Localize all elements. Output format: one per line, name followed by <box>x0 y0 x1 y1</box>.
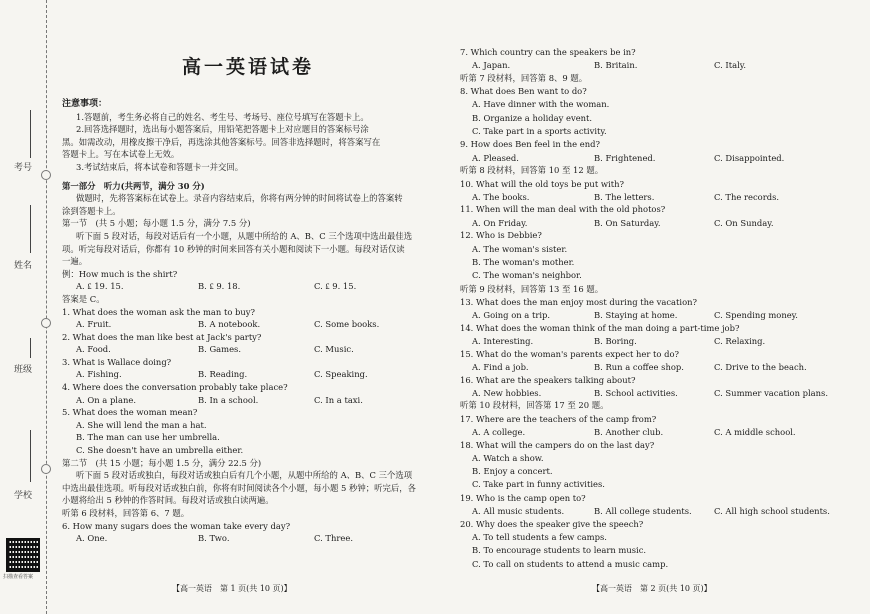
question-1 <box>62 306 432 331</box>
question-options <box>62 394 432 407</box>
option-c[interactable]: C. Three. <box>314 533 353 544</box>
question-text: 18. What will the campers do on the last day? <box>460 439 655 450</box>
question-19 <box>460 492 860 518</box>
material-instruction: 听第 9 段材料，回答第 13 至 16 题。 <box>460 283 604 294</box>
margin-write-line <box>30 430 31 482</box>
option-c[interactable]: C. Disappointed. <box>714 152 785 163</box>
question-text: 17. Where are the teachers of the camp from? <box>460 413 657 424</box>
option-c[interactable]: C. She doesn't have an umbrella either. <box>76 445 244 456</box>
section2-intro-line: 小题将给出 5 秒钟的作答时间。每段对话或独白读两遍。 <box>62 495 274 506</box>
option-a[interactable]: A. To tell students a few camps. <box>472 531 607 542</box>
question-11 <box>460 203 860 229</box>
margin-label-class: 班级 <box>14 365 33 375</box>
option-b[interactable]: B. School activities. <box>594 387 678 398</box>
question-text: 19. Who is the camp open to? <box>460 492 586 503</box>
question-text: 1. What does the woman ask the man to buy? <box>62 306 256 317</box>
option-a[interactable]: A. The books. <box>472 191 530 202</box>
option-a[interactable]: A. Fishing. <box>76 369 122 380</box>
option-b[interactable]: B. All college students. <box>594 506 692 517</box>
qr-caption: 扫描查看答案 <box>3 574 34 580</box>
question-options <box>460 191 860 204</box>
option-b[interactable]: B. Games. <box>198 344 242 355</box>
question-8 <box>460 85 860 138</box>
question-options <box>62 343 432 356</box>
question-options <box>460 505 860 518</box>
notice-line: 黑。如需改动，用橡皮擦干净后，再选涂其他答案标号。回答非选择题时，将答案写在 <box>62 136 381 147</box>
option-c[interactable]: C. The woman's neighbor. <box>472 270 582 281</box>
option-a[interactable]: A. Interesting. <box>472 336 534 347</box>
question-2 <box>62 331 432 356</box>
question-16 <box>460 374 860 400</box>
question-options <box>460 335 860 348</box>
example-question: 例：How much is the shirt? <box>62 268 178 279</box>
option-c[interactable]: C. Music. <box>314 344 354 355</box>
option-a: A. ₤ 19. 15. <box>76 281 124 292</box>
question-text: 12. Who is Debbie? <box>460 230 542 241</box>
margin-label-name: 姓名 <box>14 261 33 271</box>
section2-intro-line: 中选出最佳选项。听每段对话或独白前，你将有时间阅读各个小题，每小题 5 秒钟；听完后，各 <box>62 482 417 493</box>
question-options <box>460 59 860 72</box>
option-a[interactable]: A. The woman's sister. <box>472 243 568 254</box>
question-9 <box>460 138 860 164</box>
option-a[interactable]: A. She will lend the man a hat. <box>76 419 207 430</box>
right-column <box>460 46 860 571</box>
option-c[interactable]: C. All high school students. <box>714 506 830 517</box>
margin-label-exam-number: 考号 <box>14 163 33 173</box>
question-6 <box>62 520 432 545</box>
option-b[interactable]: B. The woman's mother. <box>472 256 575 267</box>
left-column <box>62 98 432 545</box>
option-b[interactable]: B. Two. <box>198 533 230 544</box>
option-b[interactable]: B. Frightened. <box>594 152 656 163</box>
material-instruction: 听第 8 段材料，回答第 10 至 12 题。 <box>460 165 604 176</box>
option-c[interactable]: C. Take part in funny activities. <box>472 479 605 490</box>
notice-heading: 注意事项： <box>62 99 108 109</box>
option-b[interactable]: B. The man can use her umbrella. <box>76 432 220 443</box>
option-c[interactable]: C. In a taxi. <box>314 394 363 405</box>
option-c[interactable]: C. To call on students to attend a music camp. <box>472 558 669 569</box>
material-instruction: 听第 6 段材料，回答第 6、7 题。 <box>62 508 190 518</box>
option-a[interactable]: A. Pleased. <box>472 152 519 163</box>
question-20 <box>460 518 860 571</box>
question-12 <box>460 229 860 282</box>
option-c[interactable]: C. Relaxing. <box>714 336 766 347</box>
question-5 <box>62 406 432 456</box>
page-footer-left: 【高一英语 第 1 页(共 10 页)】 <box>172 584 292 593</box>
option-b[interactable]: B. Boring. <box>594 336 637 347</box>
option-c[interactable]: C. Italy. <box>714 60 747 71</box>
option-a[interactable]: A. Going on a trip. <box>472 310 551 321</box>
option-b: B. ₤ 9. 18. <box>198 281 241 292</box>
binding-hole <box>41 170 51 180</box>
option-b[interactable]: B. Another club. <box>594 426 664 437</box>
exam-title: 高一英语试卷 <box>182 56 315 78</box>
question-options <box>460 152 860 165</box>
option-a[interactable]: A. Find a job. <box>472 361 529 372</box>
question-options <box>62 532 432 545</box>
question-text: 5. What does the woman mean? <box>62 407 198 418</box>
qr-code[interactable] <box>6 538 40 572</box>
option-b[interactable]: B. In a school. <box>198 394 259 405</box>
part1-intro-line: 做题时，先将答案标在试卷上。录音内容结束后，你将有两分钟的时间将试卷上的答案转 <box>76 193 403 204</box>
option-a[interactable]: A. All music students. <box>472 506 565 517</box>
notice-line: 1.答题前，考生务必将自己的姓名、考生号、考场号、座位号填写在答题卡上。 <box>76 111 369 122</box>
question-text: 6. How many sugars does the woman take every day? <box>62 520 291 531</box>
margin-write-line <box>30 338 31 358</box>
option-c[interactable]: C. Take part in a sports activity. <box>472 126 607 137</box>
option-a[interactable]: A. Watch a show. <box>472 452 544 463</box>
question-3 <box>62 356 432 381</box>
question-text: 3. What is Wallace doing? <box>62 356 172 367</box>
example-options <box>62 280 432 293</box>
option-c: C. ₤ 9. 15. <box>314 281 357 292</box>
section2-heading: 第二节 (共 15 小题；每小题 1.5 分，满分 22.5 分) <box>62 457 262 468</box>
binding-margin <box>0 0 58 614</box>
binding-hole <box>41 464 51 474</box>
option-b[interactable]: B. To encourage students to learn music. <box>472 545 647 556</box>
binding-dashed-line <box>46 0 47 614</box>
option-b[interactable]: B. Reading. <box>198 369 248 380</box>
page-footer-right: 【高一英语 第 2 页(共 10 页)】 <box>592 584 712 593</box>
question-text: 13. What does the man enjoy most during the vacation? <box>460 296 697 307</box>
question-text: 4. Where does the conversation probably take place? <box>62 382 288 393</box>
question-text: 14. What does the woman think of the man doing a part-time job? <box>460 322 740 333</box>
option-c[interactable]: C. A middle school. <box>714 426 796 437</box>
option-b[interactable]: B. Run a coffee shop. <box>594 361 684 372</box>
question-7 <box>460 46 860 72</box>
part1-intro-line: 涂到答题卡上。 <box>62 205 121 216</box>
question-options <box>460 309 860 322</box>
example-answer: 答案是 C。 <box>62 293 105 304</box>
question-text: 7. Which country can the speakers be in? <box>460 47 636 57</box>
question-text: 20. Why does the speaker give the speech? <box>460 518 644 529</box>
question-13 <box>460 296 860 322</box>
part1-heading: 第一部分 听力(共两节，满分 30 分) <box>62 180 205 191</box>
option-b[interactable]: B. Britain. <box>594 60 638 71</box>
option-a[interactable]: A. New hobbies. <box>472 387 542 398</box>
question-options <box>460 217 860 230</box>
question-18 <box>460 439 860 492</box>
question-text: 2. What does the man like best at Jack's party? <box>62 331 262 342</box>
option-c[interactable]: C. Spending money. <box>714 310 798 321</box>
option-a[interactable]: A. Have dinner with the woman. <box>472 99 610 110</box>
option-c[interactable]: C. Drive to the beach. <box>714 361 807 372</box>
question-text: 11. When will the man deal with the old photos? <box>460 204 666 215</box>
margin-label-school: 学校 <box>14 491 33 501</box>
section1-intro-line: 听下面 5 段对话，每段对话后有一个小题，从题中所给的 A、B、C 三个选项中选出最佳选 <box>76 230 413 241</box>
material-instruction: 听第 10 段材料，回答第 17 至 20 题。 <box>460 400 609 411</box>
question-options <box>460 387 860 400</box>
option-c[interactable]: C. Speaking. <box>314 369 368 380</box>
option-c[interactable]: C. On Sunday. <box>714 217 774 228</box>
section1-intro-line: 项。听完每段对话后，你都有 10 秒钟的时间来回答有关小题和阅读下一小题。每段对话仅读 <box>62 243 405 254</box>
question-options <box>62 318 432 331</box>
option-b[interactable]: B. Staying at home. <box>594 310 678 321</box>
option-c[interactable]: C. The records. <box>714 191 780 202</box>
option-a[interactable]: A. Fruit. <box>76 319 112 330</box>
question-14 <box>460 322 860 348</box>
question-text: 9. How does Ben feel in the end? <box>460 139 600 150</box>
option-b[interactable]: B. On Saturday. <box>594 217 661 228</box>
option-c[interactable]: C. Some books. <box>314 319 380 330</box>
binding-hole <box>41 318 51 328</box>
material-instruction: 听第 7 段材料，回答第 8、9 题。 <box>460 72 588 83</box>
question-text: 16. What are the speakers talking about? <box>460 374 636 385</box>
option-b[interactable]: B. Organize a holiday event. <box>472 112 593 123</box>
option-a[interactable]: A. On a plane. <box>76 394 136 405</box>
option-b[interactable]: B. A notebook. <box>198 319 261 330</box>
option-a[interactable]: A. A college. <box>472 426 526 437</box>
notice-line: 2.回答选择题时，选出每小题答案后，用铅笔把答题卡上对应题目的答案标号涂 <box>76 124 369 135</box>
option-a[interactable]: A. Food. <box>76 344 111 355</box>
question-10 <box>460 178 860 204</box>
option-a[interactable]: A. On Friday. <box>472 217 528 228</box>
question-4 <box>62 381 432 406</box>
question-15 <box>460 348 860 374</box>
section1-intro-line: 一遍。 <box>62 256 88 267</box>
notice-line: 3.考试结束后，将本试卷和答题卡一并交回。 <box>76 161 244 172</box>
question-options <box>460 361 860 374</box>
notice-line: 答题卡上。写在本试卷上无效。 <box>62 149 180 160</box>
option-b[interactable]: B. Enjoy a concert. <box>472 466 553 477</box>
question-text: 15. What do the woman's parents expect her to do? <box>460 348 679 359</box>
question-options <box>62 368 432 381</box>
option-c[interactable]: C. Summer vacation plans. <box>714 387 829 398</box>
question-text: 8. What does Ben want to do? <box>460 86 587 97</box>
question-options <box>460 426 860 439</box>
option-a[interactable]: A. One. <box>76 533 108 544</box>
question-17 <box>460 413 860 439</box>
margin-write-line <box>30 205 31 253</box>
option-a[interactable]: A. Japan. <box>472 60 511 71</box>
option-b[interactable]: B. The letters. <box>594 191 655 202</box>
margin-write-line <box>30 110 31 158</box>
section1-heading: 第一节 (共 5 小题；每小题 1.5 分，满分 7.5 分) <box>62 218 251 229</box>
section2-intro-line: 听下面 5 段对话或独白，每段对话或独白后有几个小题，从题中所给的 A、B、C 三个选项 <box>76 470 413 481</box>
question-text: 10. What will the old toys be put with? <box>460 178 624 189</box>
